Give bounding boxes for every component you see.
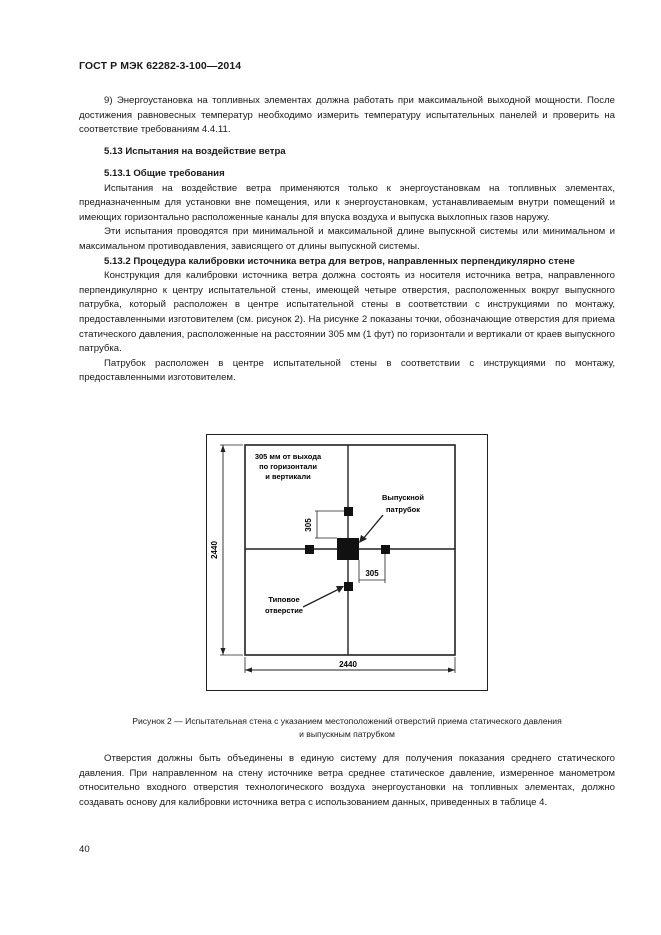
body-text-bottom	[79, 752, 615, 810]
arrow-up-icon	[221, 445, 226, 452]
figure-caption	[79, 715, 615, 741]
label-outlet-line-2: патрубок	[386, 505, 420, 514]
section-title-5-13: 5.13 Испытания на воздействие ветра	[104, 146, 286, 157]
pressure-hole-bottom	[344, 582, 353, 591]
dim-2440-vertical-label: 2440	[210, 541, 219, 559]
pressure-hole-top	[344, 507, 353, 516]
label-305-line-3: и вертикали	[265, 472, 311, 481]
dim-2440-horizontal-label: 2440	[339, 660, 357, 669]
caption-line-1: Рисунок 2 — Испытательная стена с указанием местоположений отверстий приема статического давления	[132, 716, 562, 726]
figure-2	[206, 434, 488, 691]
paragraph: Эти испытания проводятся при минимальной и максимальной длине выпускной системы или минимальном и максимальном противодавления, зависящего от длины выпускной системы.	[79, 226, 615, 252]
label-typical-line-1: Типовое	[268, 595, 300, 604]
dim-305-vertical-label: 305	[304, 518, 313, 532]
pressure-hole-right	[381, 545, 390, 554]
arrow-left-icon	[245, 668, 252, 673]
label-outlet-line-1: Выпускной	[382, 493, 424, 502]
section-title-5-13-1: 5.13.1 Общие требования	[104, 168, 225, 179]
caption-line-2: и выпускным патрубком	[299, 729, 395, 739]
paragraph: Испытания на воздействие ветра применяются только к энергоустановкам на топливных элементах, предназначенным для установки вне помещения, или к энергоустановкам, устанавливаемым внутри помещений и имеющих горизонтально расположенные каналы для впуска воздуха и выпуска выхлопных газов наружу.	[79, 182, 615, 223]
section-title-5-13-2: 5.13.2 Процедура калибровки источника ветра для ветров, направленных перпендикулярно стене	[104, 255, 575, 267]
pressure-hole-left	[305, 545, 314, 554]
leader-line-typical	[303, 589, 339, 607]
dim-305-horizontal-label: 305	[365, 569, 379, 578]
section-5-13	[79, 145, 615, 160]
arrow-down-icon	[221, 648, 226, 655]
paragraph: Патрубок расположен в центре испытательной стены в соответствии с инструкциями по монтажу, предоставленными изготовителем.	[79, 357, 615, 384]
label-305-line-2: по горизонтали	[259, 462, 317, 471]
leader-line-outlet	[363, 515, 383, 539]
label-305-line-1: 305 мм от выхода	[254, 452, 322, 461]
arrow-right-icon	[448, 668, 455, 673]
section-5-13-1	[79, 167, 615, 386]
paragraph: Отверстия должны быть объединены в единую систему для получения показания среднего статического давления. При направленном на стену источнике ветра среднее статическое давление, измеренное манометром относительно входного отверстия технологического воздуха энергоустановки на топливных элементах, должно создавать основу для калибровки источника ветра с использованием данных, приведенных в таблице 4.	[79, 753, 615, 808]
body-text-top	[79, 94, 615, 138]
paragraph-item-9: 9) Энергоустановка на топливных элементах должна работать при максимальной выходной мощности. После достижения равновесных температур необходимо измерить температуру испытательных панелей и проверить на соответствие требованиям 4.4.11.	[79, 95, 615, 136]
standard-header: ГОСТ Р МЭК 62282-3-100—2014	[79, 60, 242, 72]
page-number: 40	[79, 844, 90, 855]
paragraph: Конструкция для калибровки источника ветра должна состоять из носителя источника ветра, направленного перпендикулярно к центру испытательной стены, имеющей четыре отверстия, расположенных вокруг выпускного патрубка, который расположен в центре испытательной стены в соответствии с инструкциями по монтажу, предоставленными изготовителем (см. рисунок 2). На рисунке 2 показаны точки, обозначающие отверстия для приема статического давления, расположенные на расстоянии 305 мм (1 фут) по горизонтали и вертикали от краев выпускного патрубка.	[79, 270, 615, 355]
figure-2-drawing	[207, 435, 487, 690]
label-typical-line-2: отверстие	[265, 606, 303, 615]
exhaust-outlet	[337, 538, 359, 560]
